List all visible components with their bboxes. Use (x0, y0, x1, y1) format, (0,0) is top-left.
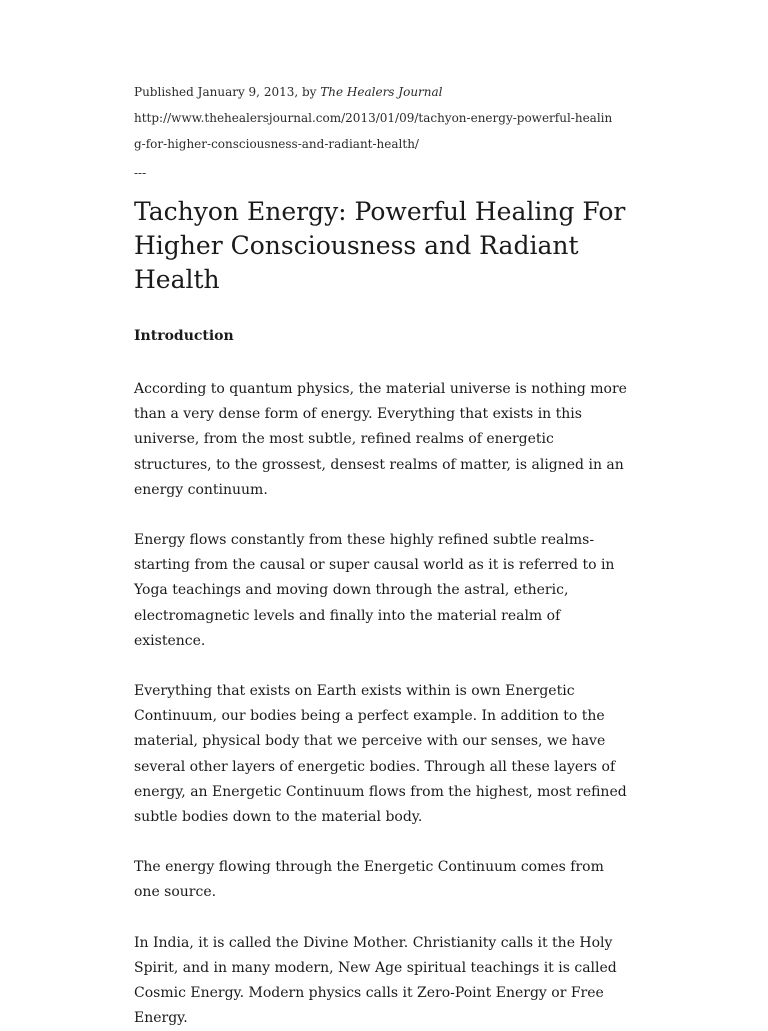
article-title: Tachyon Energy: Powerful Healing For Higher Consciousness and Radiant Health (134, 197, 626, 294)
published-prefix: Published January 9, 2013, by (134, 85, 321, 99)
separator: --- (134, 166, 147, 180)
author-name: The Healers Journal (320, 85, 443, 99)
paragraph: Energy flows constantly from these highly refined subtle realms-starting from the causal or super causal world as it is referred to in Yoga teachings and moving down through the astral, etheric, electromagnetic levels and finally into the material realm of existence. (134, 532, 615, 649)
source-url[interactable]: http://www.thehealersjournal.com/2013/01/09/tachyon-energy-powerful-healing-for-higher-consciousness-and-radiant-health/ (134, 111, 613, 151)
paragraph: In India, it is called the Divine Mother. Christianity calls it the Holy Spirit, and in many modern, New Age spiritual teachings it is called Cosmic Energy. Modern physics calls it Zero-Point Energy or Free Energy. (134, 934, 617, 1027)
publication-line (134, 80, 634, 105)
paragraph: The energy flowing through the Energetic Continuum comes from one source. (134, 859, 604, 901)
paragraph: According to quantum physics, the material universe is nothing more than a very dense form of energy. Everything that exists in this universe, from the most subtle, refined realms of energetic structures, to the grossest, densest realms of matter, is aligned in an energy continuum. (134, 381, 627, 498)
section-heading: Introduction (134, 328, 234, 344)
paragraph: Everything that exists on Earth exists within is own Energetic Continuum, our bodies being a perfect example. In addition to the material, physical body that we perceive with our senses, we have several other layers of energetic bodies. Through all these layers of energy, an Energetic Continuum flows from the highest, most refined subtle bodies down to the material body. (134, 683, 627, 826)
document-page (134, 80, 634, 1031)
